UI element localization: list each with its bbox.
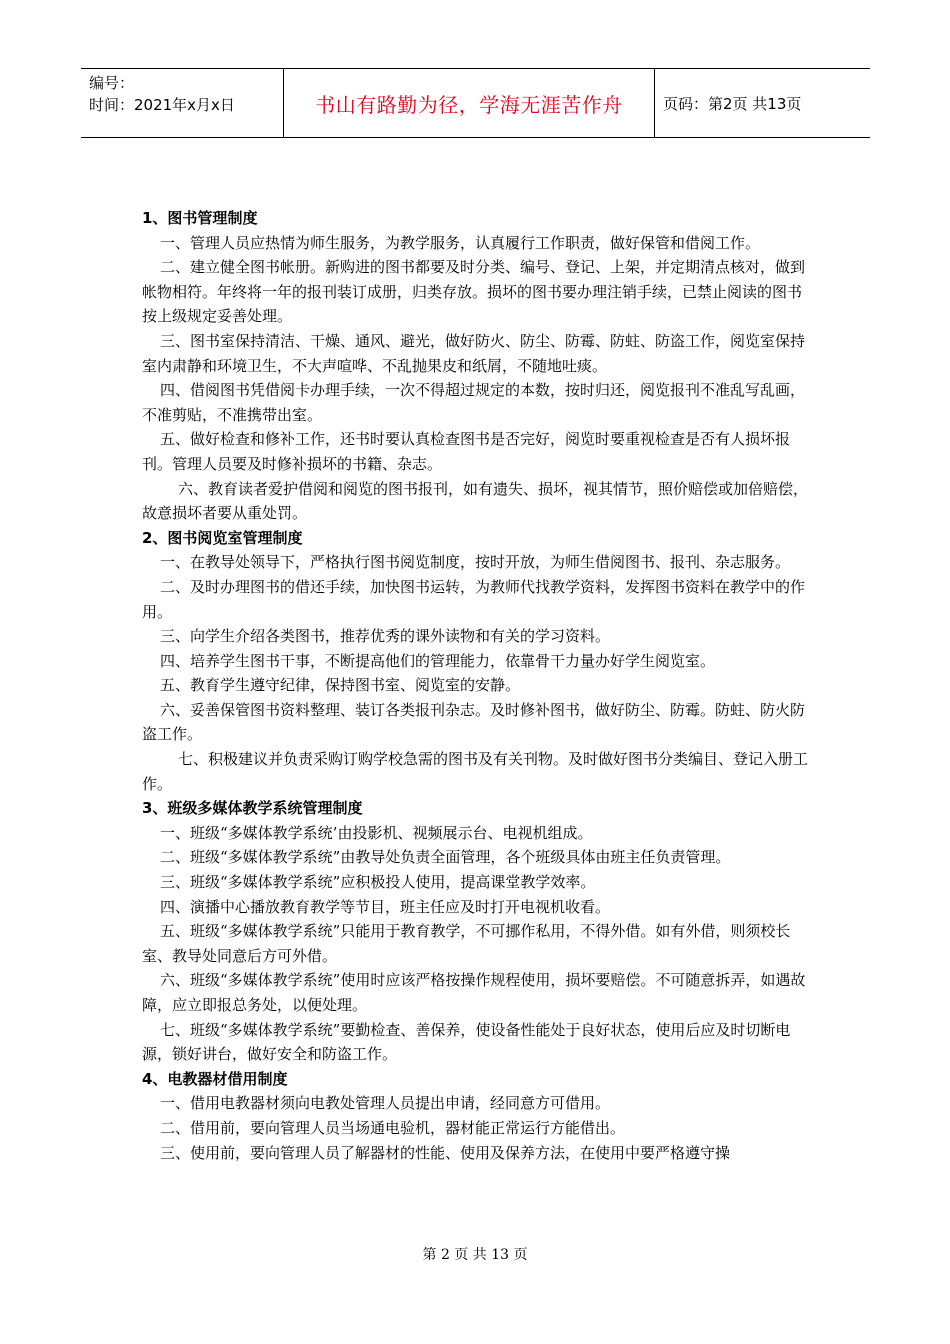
paragraph: 四、培养学生图书干事，不断提高他们的管理能力，依靠骨干力量办好学生阅览室。 bbox=[160, 651, 716, 670]
paragraph: 二、班级“多媒体教学系统”由教导处负责全面管理，各个班级具体由班主任负责管理。 bbox=[160, 848, 731, 867]
paragraph: 一、借用电教器材须向电教处管理人员提出申请，经同意方可借用。 bbox=[160, 1094, 611, 1113]
paragraph: 六、教育读者爱护借阅和阅览的图书报刊，如有遗失、损坏，视其情节，照价赔偿或加倍赔偿，故意损坏者要从重处罚。 bbox=[142, 479, 809, 523]
paragraph: 七、积极建议并负责采购订购学校急需的图书及有关刊物。及时做好图书分类编目、登记入册工作。 bbox=[142, 750, 809, 793]
header-table bbox=[81, 68, 870, 138]
paragraph: 四、借阅图书凭借阅卡办理手续，一次不得超过规定的本数，按时归还，阅览报刊不准乱写乱画，不准剪贴，不准携带出室。 bbox=[142, 381, 806, 424]
paragraph: 二、借用前，要向管理人员当场通电验机，器材能正常运行方能借出。 bbox=[160, 1118, 626, 1137]
paragraph: 二、及时办理图书的借还手续，加快图书运转，为教师代找教学资料，发挥图书资料在教学中的作用。 bbox=[142, 577, 806, 621]
paragraph: 一、班级“多媒体教学系统’由投影机、视频展示台、电视机组成。 bbox=[160, 823, 593, 842]
code-label: 编号： bbox=[89, 74, 135, 92]
paragraph: 二、建立健全图书帐册。新购进的图书都要及时分类、编号、登记、上架，并定期清点核对，做到帐物相符。年终将一年的报刊装订成册，归类存放。损坏的图书要办理注销手续，已禁止阅读的图书按上级规定妥善处理。 bbox=[142, 258, 806, 326]
section-title: 4、电教器材借用制度 bbox=[142, 1069, 288, 1088]
header-motto: 书山有路勤为径，学海无涯苦作舟 bbox=[283, 69, 655, 137]
paragraph: 三、向学生介绍各类图书，推荐优秀的课外读物和有关的学习资料。 bbox=[160, 627, 611, 646]
date-line: 时间：2021年x月x日 bbox=[89, 96, 235, 114]
paragraph: 五、做好检查和修补工作，还书时要认真检查图书是否完好，阅览时要重视检查是否有人损坏报刊。管理人员要及时修补损坏的书籍、杂志。 bbox=[142, 430, 791, 473]
paragraph: 六、班级“多媒体教学系统”使用时应该严格按操作规程使用，损坏要赔偿。不可随意拆弄，如遇故障，应立即报总务处，以便处理。 bbox=[142, 971, 806, 1014]
paragraph: 三、图书室保持清洁、干燥、通风、避光，做好防火、防尘、防霉、防蛀、防盗工作，阅览室保持室内肃静和环境卫生，不大声喧哗、不乱抛果皮和纸屑，不随地吐痰。 bbox=[142, 331, 806, 375]
document-body bbox=[142, 206, 810, 1165]
section-title: 2、图书阅览室管理制度 bbox=[142, 528, 303, 547]
paragraph: 一、管理人员应热情为师生服务，为教学服务，认真履行工作职责，做好保管和借阅工作。 bbox=[160, 233, 761, 252]
paragraph: 一、在教导处领导下，严格执行图书阅览制度，按时开放，为师生借阅图书、报刊、杂志服务。 bbox=[160, 553, 791, 572]
paragraph: 五、教育学生遵守纪律，保持图书室、阅览室的安静。 bbox=[160, 676, 521, 695]
header-meta bbox=[81, 69, 283, 137]
paragraph: 七、班级“多媒体教学系统”要勤检查、善保养，使设备性能处于良好状态，使用后应及时切断电源，锁好讲台，做好安全和防盗工作。 bbox=[142, 1020, 791, 1064]
section-title: 1、图书管理制度 bbox=[142, 209, 258, 227]
paragraph: 三、使用前，要向管理人员了解器材的性能、使用及保养方法，在使用中要严格遵守操 bbox=[160, 1143, 731, 1162]
paragraph: 三、班级“多媒体教学系统”应积极投人使用，提高课堂教学效率。 bbox=[160, 873, 596, 892]
section-title: 3、班级多媒体教学系统管理制度 bbox=[142, 799, 363, 818]
page-footer: 第 2 页 共 13 页 bbox=[422, 1247, 528, 1263]
paragraph: 四、演播中心播放教育教学等节目，班主任应及时打开电视机收看。 bbox=[160, 897, 611, 916]
header-page-code: 页码：第2页 共13页 bbox=[663, 94, 802, 113]
paragraph: 五、班级“多媒体教学系统”只能用于教育教学，不可挪作私用，不得外借。如有外借，则须校长室、教导处同意后方可外借。 bbox=[142, 922, 791, 965]
paragraph: 六、妥善保管图书资料整理、装订各类报刊杂志。及时修补图书，做好防尘、防霉。防蛀、防火防盗工作。 bbox=[142, 700, 806, 744]
